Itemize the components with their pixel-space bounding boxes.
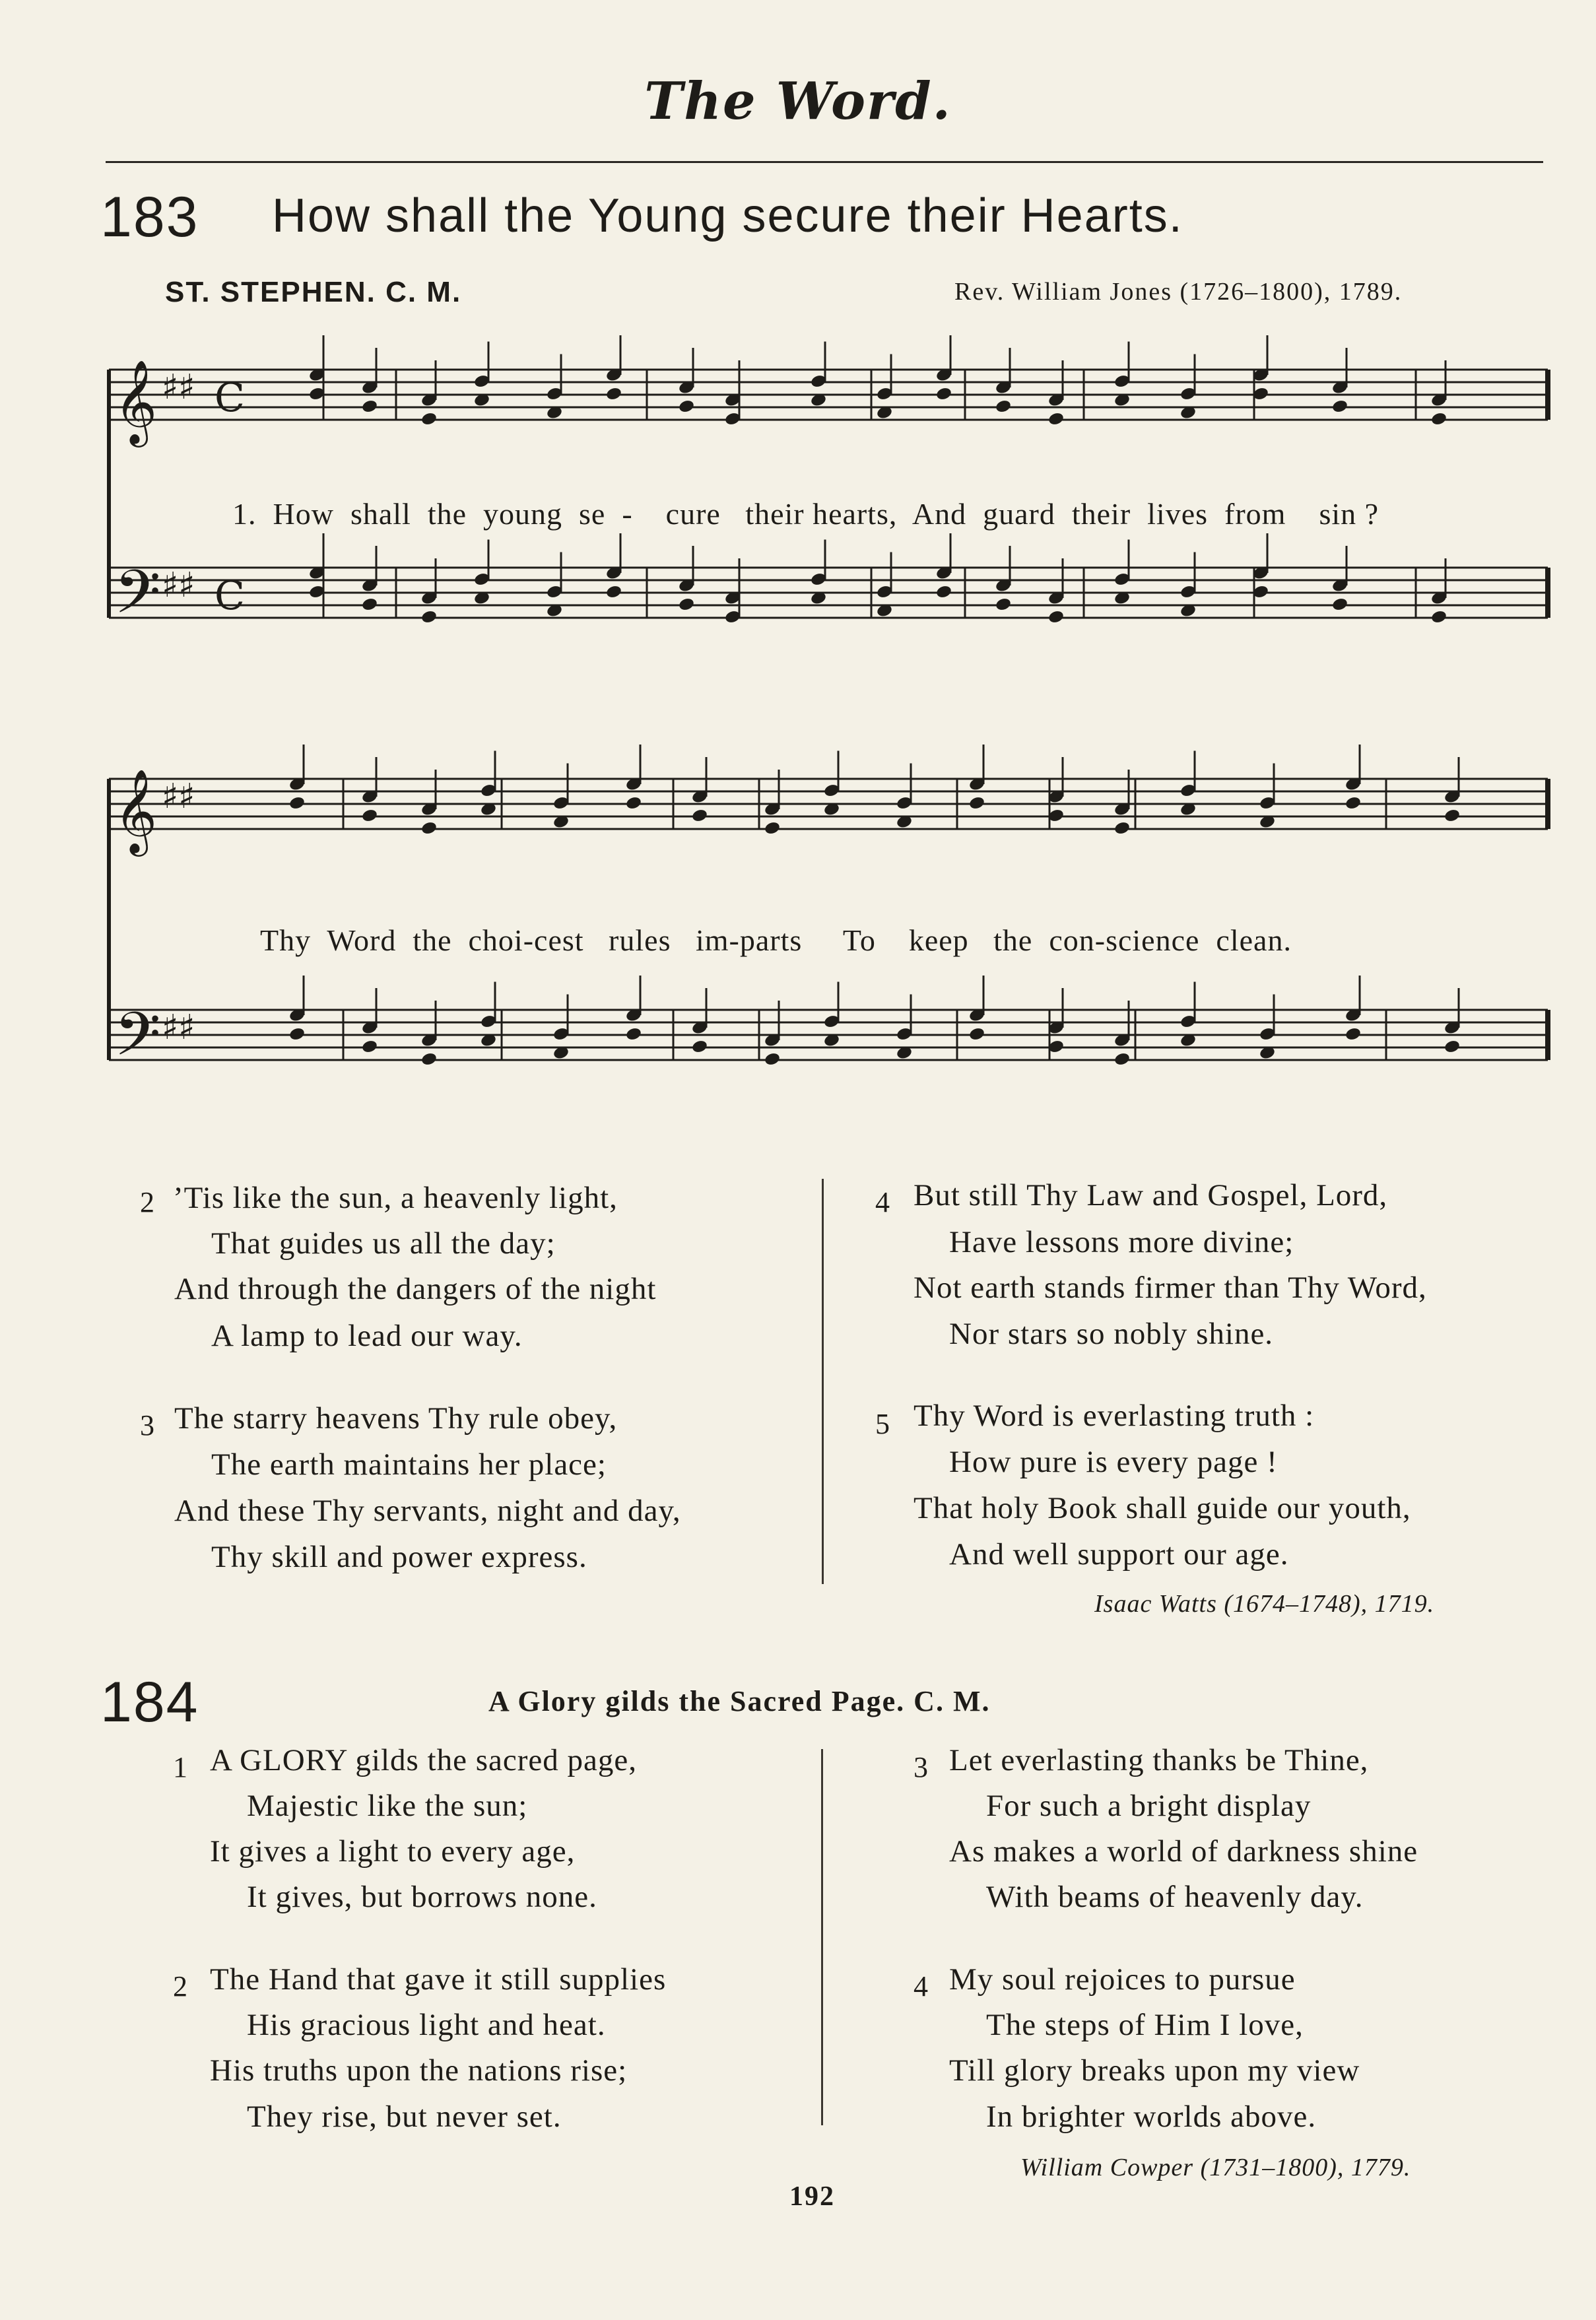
verse-line: That guides us all the day; bbox=[211, 1226, 556, 1261]
bass-clef-icon: 𝄢 bbox=[114, 999, 161, 1084]
verse-number: 3 bbox=[140, 1409, 154, 1442]
treble-clef-icon: 𝄞 bbox=[114, 359, 158, 444]
time-signature-icon: C bbox=[215, 573, 245, 619]
hymn-number-183: 183 bbox=[100, 185, 199, 249]
note-head bbox=[1444, 808, 1461, 823]
time-signature-icon: C bbox=[215, 375, 245, 421]
note-head bbox=[1331, 399, 1348, 414]
hymn-title-184: A Glory gilds the Sacred Page. C. M. bbox=[488, 1685, 991, 1717]
verse-line: Till glory breaks upon my view bbox=[949, 2053, 1360, 2088]
verse-line: His gracious light and heat. bbox=[247, 2008, 606, 2042]
verse-line: But still Thy Law and Gospel, Lord, bbox=[914, 1178, 1388, 1212]
note-head bbox=[678, 399, 695, 414]
note-head bbox=[968, 795, 985, 811]
note-head bbox=[1047, 609, 1065, 624]
verse-line: And these Thy servants, night and day, bbox=[174, 1494, 681, 1528]
note-head bbox=[995, 597, 1012, 612]
note-head bbox=[1345, 1026, 1362, 1042]
author-credit-184: William Cowper (1731–1800), 1779. bbox=[1020, 2154, 1411, 2181]
column-divider bbox=[821, 1749, 823, 2125]
note-head bbox=[420, 1051, 438, 1067]
verse-line: Majestic like the sun; bbox=[247, 1789, 528, 1823]
tune-credit: Rev. William Jones (1726–1800), 1789. bbox=[954, 278, 1403, 306]
verse-line: Thy Word is everlasting truth : bbox=[914, 1399, 1315, 1433]
verse-line: And well support our age. bbox=[949, 1537, 1289, 1572]
note-head bbox=[995, 399, 1012, 414]
verse-line: They rise, but never set. bbox=[247, 2100, 562, 2134]
note-head bbox=[764, 820, 781, 836]
verse-number: 2 bbox=[140, 1186, 154, 1218]
verse-line: For such a bright display bbox=[986, 1789, 1312, 1823]
verse-line: How pure is every page ! bbox=[949, 1445, 1278, 1479]
note-head bbox=[420, 411, 438, 426]
verse-number: 4 bbox=[914, 1970, 928, 2003]
verse-line: Not earth stands firmer than Thy Word, bbox=[914, 1271, 1427, 1305]
verse-line: Let everlasting thanks be Thine, bbox=[949, 1743, 1369, 1777]
verse-line: As makes a world of darkness shine bbox=[949, 1834, 1418, 1869]
key-signature-icon: ♯♯ bbox=[162, 368, 195, 407]
note-head bbox=[1430, 411, 1447, 426]
key-signature-icon: ♯♯ bbox=[162, 1008, 195, 1047]
note-head bbox=[935, 386, 952, 401]
verse-line: His truths upon the nations rise; bbox=[210, 2053, 628, 2088]
note-head bbox=[691, 808, 708, 823]
page-number: 192 bbox=[789, 2181, 835, 2212]
verse-number: 2 bbox=[173, 1970, 187, 2003]
verse-number: 5 bbox=[875, 1408, 890, 1440]
note-head bbox=[764, 1051, 781, 1067]
bass-clef-icon: 𝄢 bbox=[114, 557, 161, 642]
verse-line: A GLORY gilds the sacred page, bbox=[210, 1743, 637, 1777]
note-head bbox=[678, 597, 695, 612]
note-head bbox=[1444, 1039, 1461, 1054]
verse-number: 4 bbox=[875, 1186, 890, 1218]
verse-line: My soul rejoices to pursue bbox=[949, 1962, 1296, 1997]
key-signature-icon: ♯♯ bbox=[162, 777, 195, 816]
verse-line: Have lessons more divine; bbox=[949, 1225, 1294, 1259]
hymn-number-184: 184 bbox=[100, 1671, 199, 1734]
note-head bbox=[691, 1039, 708, 1054]
note-head bbox=[1114, 1051, 1131, 1067]
note-head bbox=[1331, 597, 1348, 612]
verse-line: That holy Book shall guide our youth, bbox=[914, 1491, 1411, 1525]
verse-line: ’Tis like the sun, a heavenly light, bbox=[173, 1181, 618, 1215]
verse-line: A lamp to lead our way. bbox=[211, 1319, 523, 1353]
verse-line: The earth maintains her place; bbox=[211, 1447, 607, 1482]
lyrics-line-1: 1. How shall the young se - cure their hearts, And guard their lives from sin ? bbox=[232, 497, 1380, 531]
note-head bbox=[605, 386, 622, 401]
verse-line: It gives a light to every age, bbox=[210, 1834, 576, 1869]
note-head bbox=[625, 1026, 642, 1042]
verse-line: Nor stars so nobly shine. bbox=[949, 1317, 1274, 1351]
note-head bbox=[968, 1026, 985, 1042]
note-head bbox=[1114, 820, 1131, 836]
note-head bbox=[361, 399, 378, 414]
note-head bbox=[288, 1026, 306, 1042]
note-head bbox=[1430, 609, 1447, 624]
note-head bbox=[1047, 411, 1065, 426]
note-head bbox=[935, 584, 952, 599]
author-credit-183: Isaac Watts (1674–1748), 1719. bbox=[1094, 1590, 1435, 1618]
verse-number: 3 bbox=[914, 1751, 928, 1783]
lyrics-line-2: Thy Word the choi-cest rules im-parts To keep the con-science clean. bbox=[260, 923, 1292, 957]
verse-number: 1 bbox=[173, 1751, 187, 1783]
verse-line: In brighter worlds above. bbox=[986, 2100, 1317, 2134]
verse-line: It gives, but borrows none. bbox=[247, 1880, 597, 1914]
treble-clef-icon: 𝄞 bbox=[114, 768, 158, 853]
note-head bbox=[361, 597, 378, 612]
verse-line: Thy skill and power express. bbox=[211, 1540, 587, 1574]
verse-line: And through the dangers of the night bbox=[174, 1272, 657, 1306]
column-divider bbox=[822, 1179, 824, 1584]
verse-line: The starry heavens Thy rule obey, bbox=[174, 1401, 618, 1436]
verse-line: The steps of Him I love, bbox=[986, 2008, 1304, 2042]
note-head bbox=[420, 609, 438, 624]
verse-line: The Hand that gave it still supplies bbox=[210, 1962, 667, 1997]
note-head bbox=[288, 795, 306, 811]
note-head bbox=[361, 1039, 378, 1054]
hymn-title-183: How shall the Young secure their Hearts. bbox=[272, 189, 1183, 242]
tune-name: ST. STEPHEN. C. M. bbox=[165, 276, 462, 308]
note-head bbox=[605, 584, 622, 599]
note-head bbox=[361, 808, 378, 823]
section-heading: The Word. bbox=[644, 71, 952, 131]
key-signature-icon: ♯♯ bbox=[162, 566, 195, 605]
verse-line: With beams of heavenly day. bbox=[986, 1880, 1364, 1914]
note-head bbox=[420, 820, 438, 836]
note-head bbox=[625, 795, 642, 811]
note-head bbox=[1345, 795, 1362, 811]
